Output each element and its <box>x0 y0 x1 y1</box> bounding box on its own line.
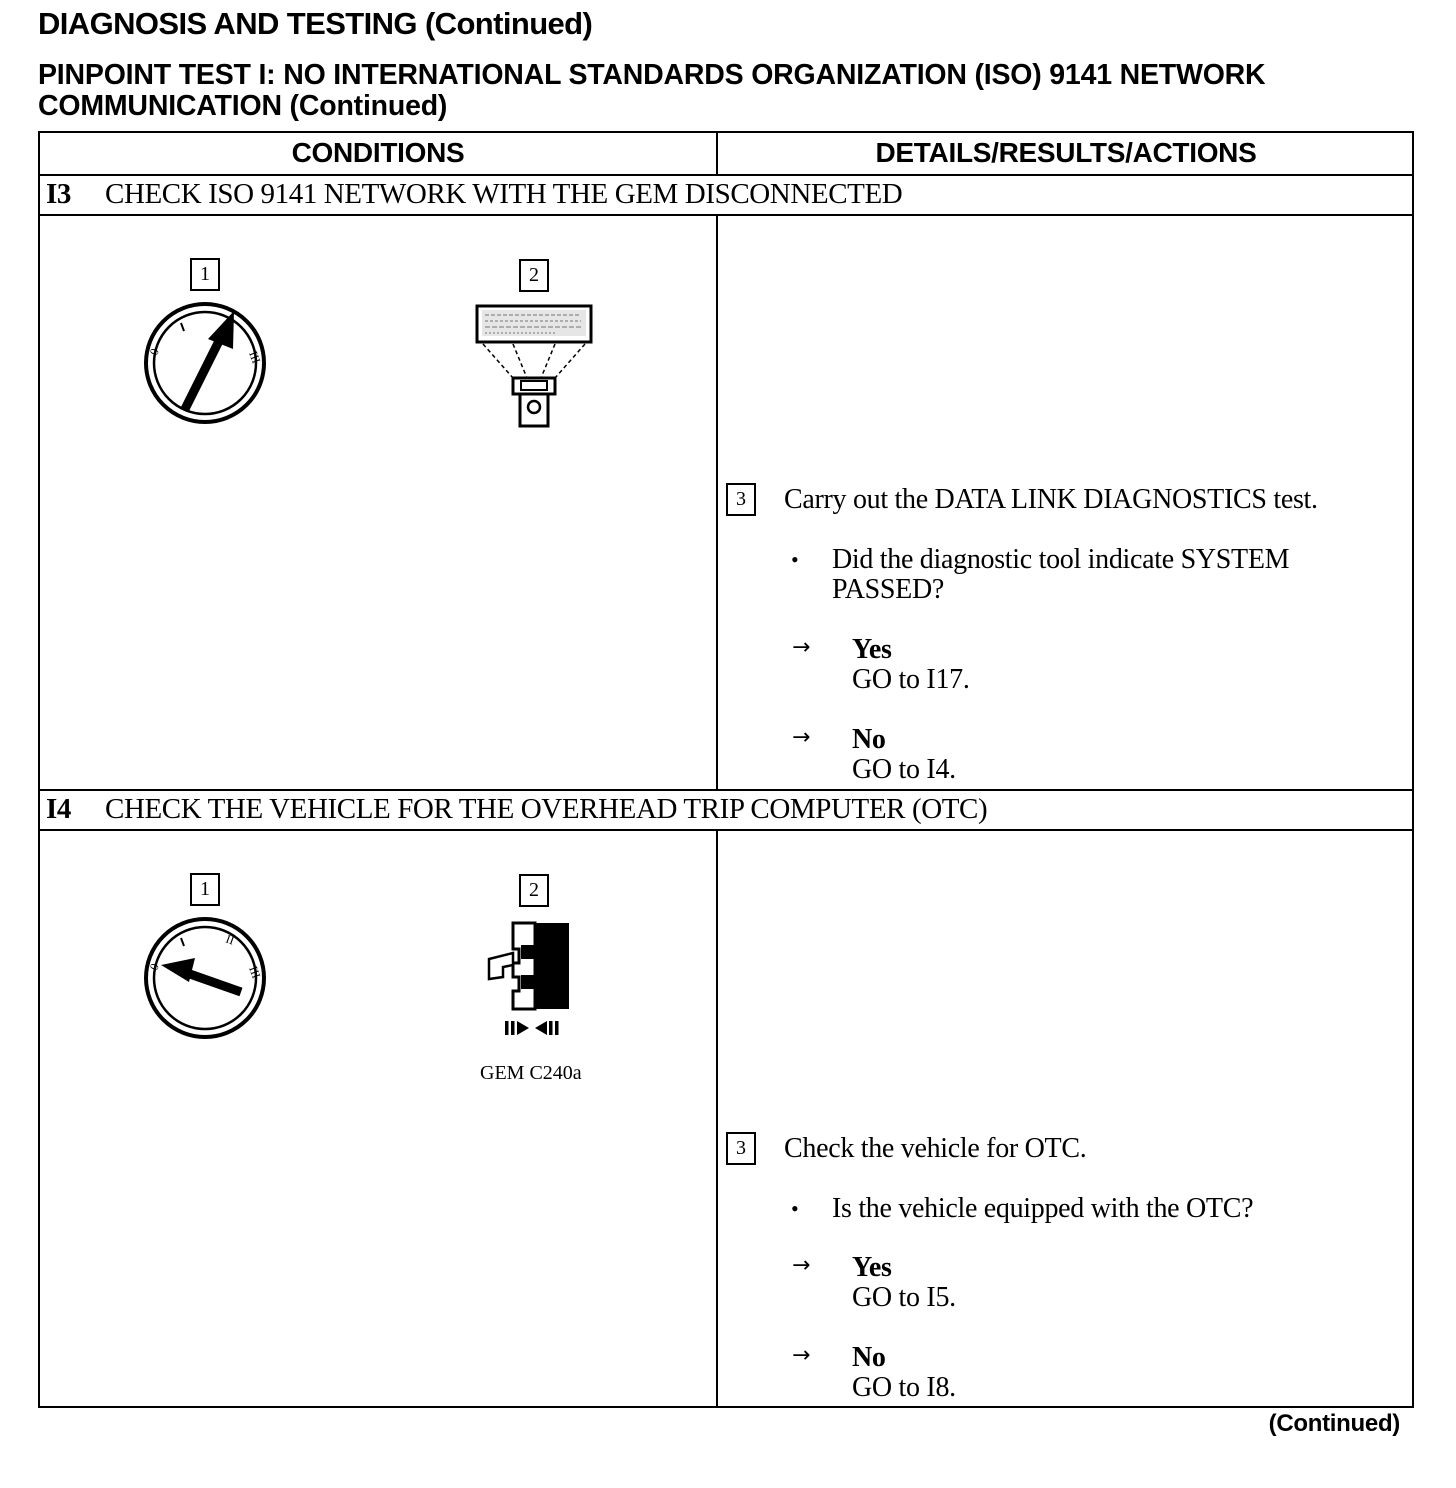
divider <box>40 829 1412 831</box>
action-step-number: 3 <box>726 483 756 516</box>
figure-number: 1 <box>190 873 220 906</box>
column-divider <box>716 133 718 174</box>
arrow-icon: → <box>792 725 811 750</box>
bullet-icon: • <box>791 1196 799 1221</box>
step-id: I3 <box>46 178 71 210</box>
question-text: Did the diagnostic tool indicate SYSTEM PASSED? <box>832 544 1290 605</box>
yes-label: Yes <box>852 1252 892 1283</box>
yes-label: Yes <box>852 634 892 665</box>
continued-label: (Continued) <box>1268 1410 1400 1437</box>
svg-text:II: II <box>223 931 237 948</box>
step-title: CHECK ISO 9141 NETWORK WITH THE GEM DISCONNECTED <box>105 178 903 210</box>
connector-icon <box>483 921 571 1043</box>
no-action: GO to I8. <box>852 1372 956 1403</box>
figure-number: 2 <box>519 259 549 292</box>
question-text: Is the vehicle equipped with the OTC? <box>832 1193 1254 1224</box>
arrow-icon: → <box>792 635 811 660</box>
ignition-switch-icon <box>143 301 267 425</box>
arrow-icon: → <box>792 1343 811 1368</box>
divider <box>40 174 1412 176</box>
column-divider <box>716 829 718 1408</box>
details-header: DETAILS/RESULTS/ACTIONS <box>875 137 1257 168</box>
step-id: I4 <box>46 793 71 825</box>
arrow-icon: → <box>792 1253 811 1278</box>
test-table <box>38 131 1414 1408</box>
action-text: Check the vehicle for OTC. <box>784 1133 1087 1164</box>
conditions-header: CONDITIONS <box>291 137 465 168</box>
bullet-icon: • <box>791 547 799 572</box>
svg-text:0: 0 <box>146 961 162 973</box>
column-divider <box>716 214 718 789</box>
page-title: DIAGNOSIS AND TESTING (Continued) <box>38 6 593 41</box>
svg-text:0: 0 <box>146 346 162 358</box>
divider <box>40 789 1412 791</box>
no-label: No <box>852 1342 886 1373</box>
no-action: GO to I4. <box>852 754 956 785</box>
connector-caption: GEM C240a <box>480 1062 582 1084</box>
figure-number: 2 <box>519 874 549 907</box>
no-label: No <box>852 724 886 755</box>
svg-text:III: III <box>246 349 264 366</box>
ignition-switch-icon <box>143 916 267 1040</box>
action-step-number: 3 <box>726 1132 756 1165</box>
pinpoint-test-title: PINPOINT TEST I: NO INTERNATIONAL STANDARDS ORGANIZATION (ISO) 9141 NETWORK COMMUNICATION (Continued) <box>38 59 1266 122</box>
yes-action: GO to I5. <box>852 1282 956 1313</box>
action-text: Carry out the DATA LINK DIAGNOSTICS test. <box>784 484 1318 515</box>
scan-tool-icon <box>475 304 595 430</box>
divider <box>40 214 1412 216</box>
svg-text:III: III <box>246 964 264 981</box>
figure-number: 1 <box>190 258 220 291</box>
step-title: CHECK THE VEHICLE FOR THE OVERHEAD TRIP COMPUTER (OTC) <box>105 793 988 825</box>
yes-action: GO to I17. <box>852 664 970 695</box>
